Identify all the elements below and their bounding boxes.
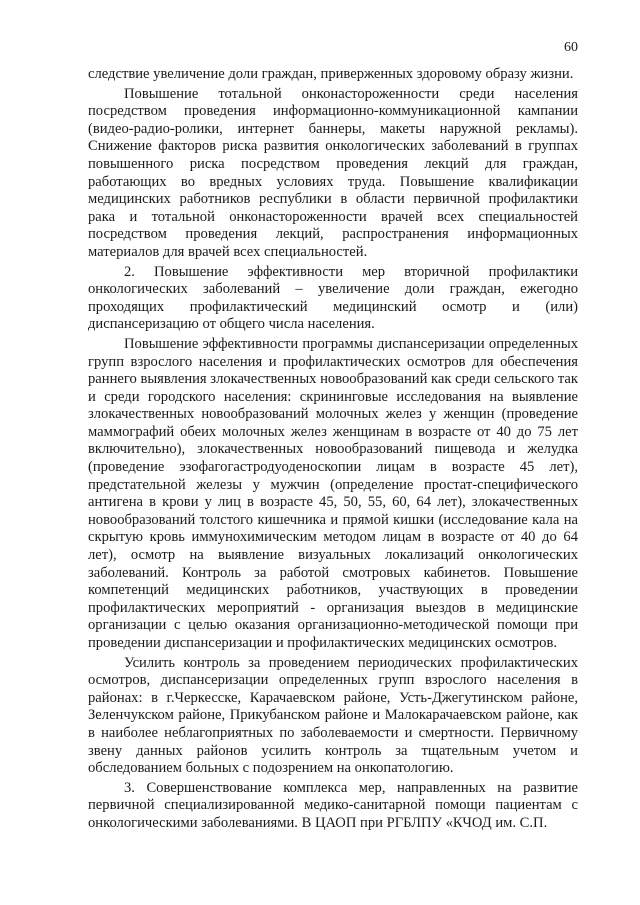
paragraph: 2. Повышение эффективности мер вторичной профилактики онкологических заболеваний – увеличение доли граждан, ежегодно проходящих профилактический медицинский осмотр и (или) диспансеризацию от общего числа населения. xyxy=(88,263,578,333)
paragraph: Повышение тотальной онконастороженности среди населения посредством проведения информационно-коммуникационной кампании (видео-радио-ролики, интернет баннеры, макеты наружной рекламы). Снижение факторов риска развития онкологических заболеваний в группах повышенного риска посредством проведения лекций для граждан, работающих во вредных условиях труда. Повышение квалификации медицинских работников республики в области первичной профилактики рака и тотальной онконастороженности врачей всех специальностей посредством проведения лекций, распространения информационных материалов для врачей всех специальностей. xyxy=(88,85,578,260)
paragraph: Усилить контроль за проведением периодических профилактических осмотров, диспансеризации определенных групп взрослого населения в районах: в г.Черкесске, Карачаевском районе, Усть-Джегутинском районе, Зеленчукском районе, Прикубанском районе и Малокарачаевском районе, как в наиболее неблагоприятных по заболеваемости и смертности. Первичному звену данных районов усилить контроль за тщательным учетом и обследованием больных с подозрением на онкопатологию. xyxy=(88,654,578,777)
paragraph: 3. Совершенствование комплекса мер, направленных на развитие первичной специализированной медико-санитарной помощи пациентам с онкологическими заболеваниями. В ЦАОП при РГБЛПУ «КЧОД им. С.П. xyxy=(88,779,578,831)
paragraph: Повышение эффективности программы диспансеризации определенных групп взрослого населения и профилактических осмотров для обеспечения раннего выявления злокачественных новообразований как среди сельского так и среди городского населения: скрининговые исследования на выявление злокачественных новообразований молочных желез у женщин (проведение маммографий обеих молочных желез женщинам в возрасте от 40 до 75 лет включительно), злокачественных новообразований пищевода и желудка (проведение эзофагогастродуоденоскопии лицам в возрасте 45 лет), предстательной железы у мужчин (определение простат-специфического антигена в крови у лиц в возрасте 45, 50, 55, 60, 64 лет), злокачественных новообразований толстого кишечника и прямой кишки (исследование кала на скрытую кровь иммунохимическим методом лицам в возрасте от 40 до 64 лет), осмотр на выявление визуальных локализаций онкологических заболеваний. Контроль за работой смотровых кабинетов. Повышение компетенций медицинских работников, участвующих в проведении профилактических мероприятий - организация выездов в медицинские организации с целью оказания организационно-методической помощи при проведении диспансеризации и профилактических медицинских осмотров. xyxy=(88,335,578,651)
body-text xyxy=(88,66,578,835)
page-number: 60 xyxy=(564,40,578,55)
paragraph: следствие увеличение доли граждан, приверженных здоровому образу жизни. xyxy=(88,66,574,82)
